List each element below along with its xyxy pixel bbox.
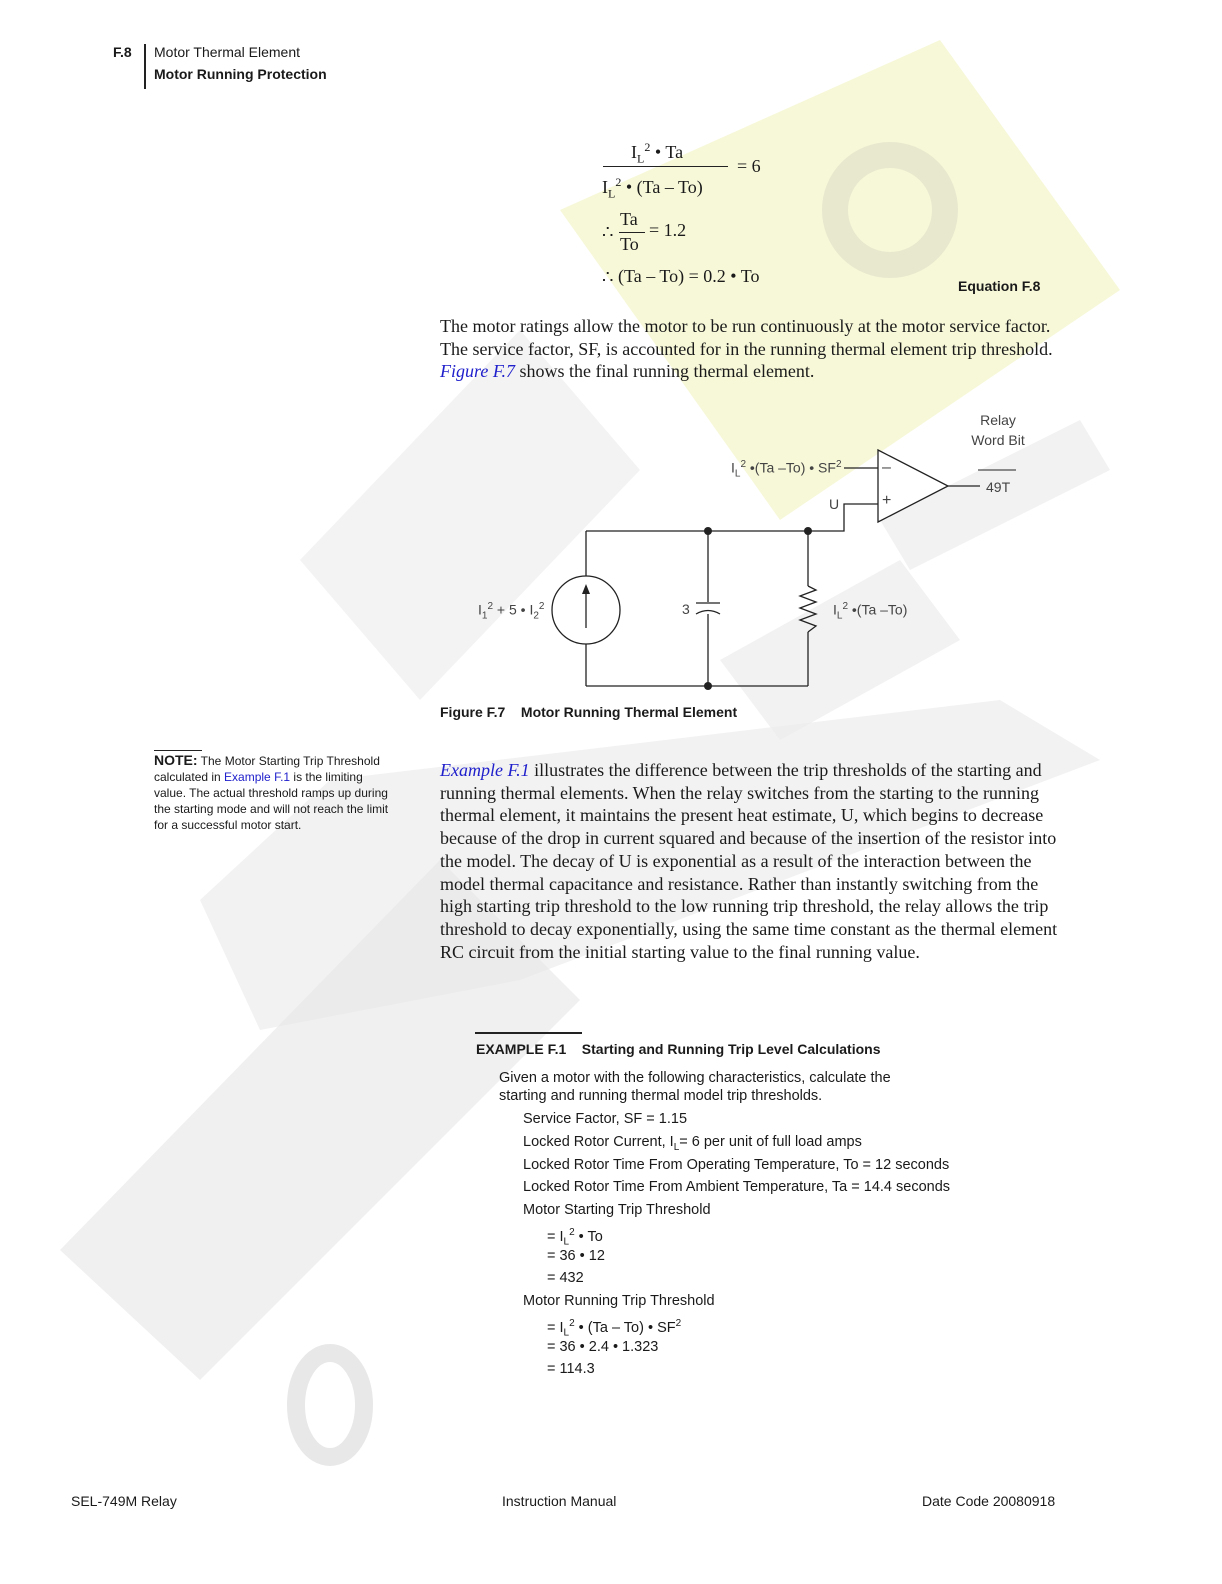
example-start-title: Motor Starting Trip Threshold	[523, 1202, 711, 1218]
junction-dot	[704, 527, 712, 535]
comparator-plus: +	[882, 492, 892, 509]
example-heading: EXAMPLE F.1 Starting and Running Trip Level Calculations	[476, 1041, 881, 1057]
resistor	[800, 586, 816, 632]
example-locked-ta: Locked Rotor Time From Ambient Temperature, Ta = 14.4 seconds	[523, 1179, 951, 1195]
equation-therefore-1: ∴	[602, 222, 614, 242]
header-section: Motor Thermal Element	[154, 44, 301, 60]
example-f1-link[interactable]: Example F.1	[440, 760, 530, 780]
circuit-wires	[586, 468, 980, 686]
equation-denominator: $I_L^2$ • (Ta – To)	[602, 175, 703, 201]
equation-line-3: (Ta – To) = 0.2 • To	[618, 266, 760, 286]
page-number: F.8	[113, 44, 132, 60]
header-title: Motor Running Protection	[154, 66, 327, 82]
example-run-eq-2: = 36 • 2.4 • 1.323	[547, 1339, 659, 1355]
u-label: U	[829, 496, 840, 512]
header-divider	[144, 44, 146, 89]
junction-dot	[704, 682, 712, 690]
minus-input-label: $I_L^2$ •(Ta –To) • $SF^2$	[731, 459, 842, 480]
example-rule	[475, 1032, 582, 1034]
output-49t-label: 49T	[986, 479, 1011, 495]
equation-block	[600, 132, 800, 292]
footer-document: Instruction Manual	[502, 1493, 617, 1509]
footer-date-code: Date Code 20080918	[922, 1493, 1056, 1509]
example-locked-rotor-current: Locked Rotor Current, $I_L= 6$ per unit of full load amps	[523, 1134, 862, 1153]
figure-f7-link[interactable]: Figure F.7	[440, 361, 515, 382]
equation-fraction-bar-2	[619, 232, 645, 233]
source-label: $I_1^2 + 5$ • $I_2^2$	[478, 601, 545, 622]
running-thermal-element-diagram	[440, 400, 1060, 700]
equation-numerator: $I_L^2$ • Ta	[631, 140, 684, 166]
equation-equals-six: = 6	[737, 156, 761, 176]
example-start-eq-3: = 432	[547, 1270, 584, 1286]
u-wire	[808, 504, 878, 531]
example-run-eq-1: = $I_L^2$ • (Ta – To) • $SF^2$	[547, 1318, 682, 1339]
equation-equals-ratio: = 1.2	[649, 220, 687, 240]
example-start-eq-2: = 36 • 12	[547, 1248, 605, 1264]
junction-dot	[804, 527, 812, 535]
equation-therefore-2: ∴	[602, 267, 614, 287]
equation-ta: Ta	[620, 209, 638, 229]
equation-to: To	[620, 234, 639, 254]
note-box: NOTE: The Motor Starting Trip Threshold calculated in Example F.1 is the limiting value. The actual threshold ramps up during the starting mode and will not reach the limit for a successful motor start.	[154, 752, 389, 832]
example-run-title: Motor Running Trip Threshold	[523, 1293, 715, 1309]
example-intro-1: Given a motor with the following characteristics, calculate the	[499, 1070, 891, 1086]
paragraph-service-factor: The motor ratings allow the motor to be run continuously at the motor service factor. The service factor, SF, is accounted for in the running thermal element trip threshold. Figure F.7 shows the final running thermal element.	[440, 316, 1053, 382]
figure-caption: Figure F.7 Motor Running Thermal Element	[440, 704, 738, 720]
equation-label: Equation F.8	[958, 278, 1041, 294]
capacitor-plate-curved	[696, 611, 720, 615]
example-start-eq-1: = $I_L^2$ • To	[547, 1227, 603, 1248]
note-heading: NOTE:	[154, 752, 198, 768]
relay-word-bit-label: Relay Word Bit	[971, 412, 1025, 448]
footer-product: SEL-749M Relay	[71, 1493, 177, 1509]
example-run-eq-3: = 114.3	[547, 1361, 595, 1377]
comparator-minus: –	[882, 459, 891, 476]
example-intro-2: starting and running thermal model trip thresholds.	[499, 1088, 823, 1104]
equation-fraction-bar	[603, 166, 728, 167]
watermark-letter-s	[296, 1353, 364, 1457]
example-service-factor: Service Factor, SF = 1.15	[523, 1111, 688, 1127]
example-locked-to: Locked Rotor Time From Operating Temperature, To = 12 seconds	[523, 1157, 950, 1173]
note-rule	[154, 750, 202, 751]
resistor-label: $I_L^2$ •(Ta –To)	[833, 601, 908, 622]
paragraph-trip-thresholds: Example F.1 illustrates the difference between the trip thresholds of the starting and running thermal elements. When the relay switches from the starting to the running thermal element, it maintains the present heat estimate, U, which begins to decrease because of the drop in current squared and because of the insertion of the resistor into the model. The decay of U is exponential as a result of the interaction between the model thermal capacitance and resistance. Rather than instantly switching from the high starting trip threshold to the low running trip threshold, the relay allows the trip threshold to decay exponentially, using the same time constant as the thermal element RC circuit from the initial starting value to the final running value.	[440, 760, 1058, 962]
note-example-link[interactable]: Example F.1	[224, 770, 291, 784]
capacitor-label: 3	[682, 601, 690, 617]
